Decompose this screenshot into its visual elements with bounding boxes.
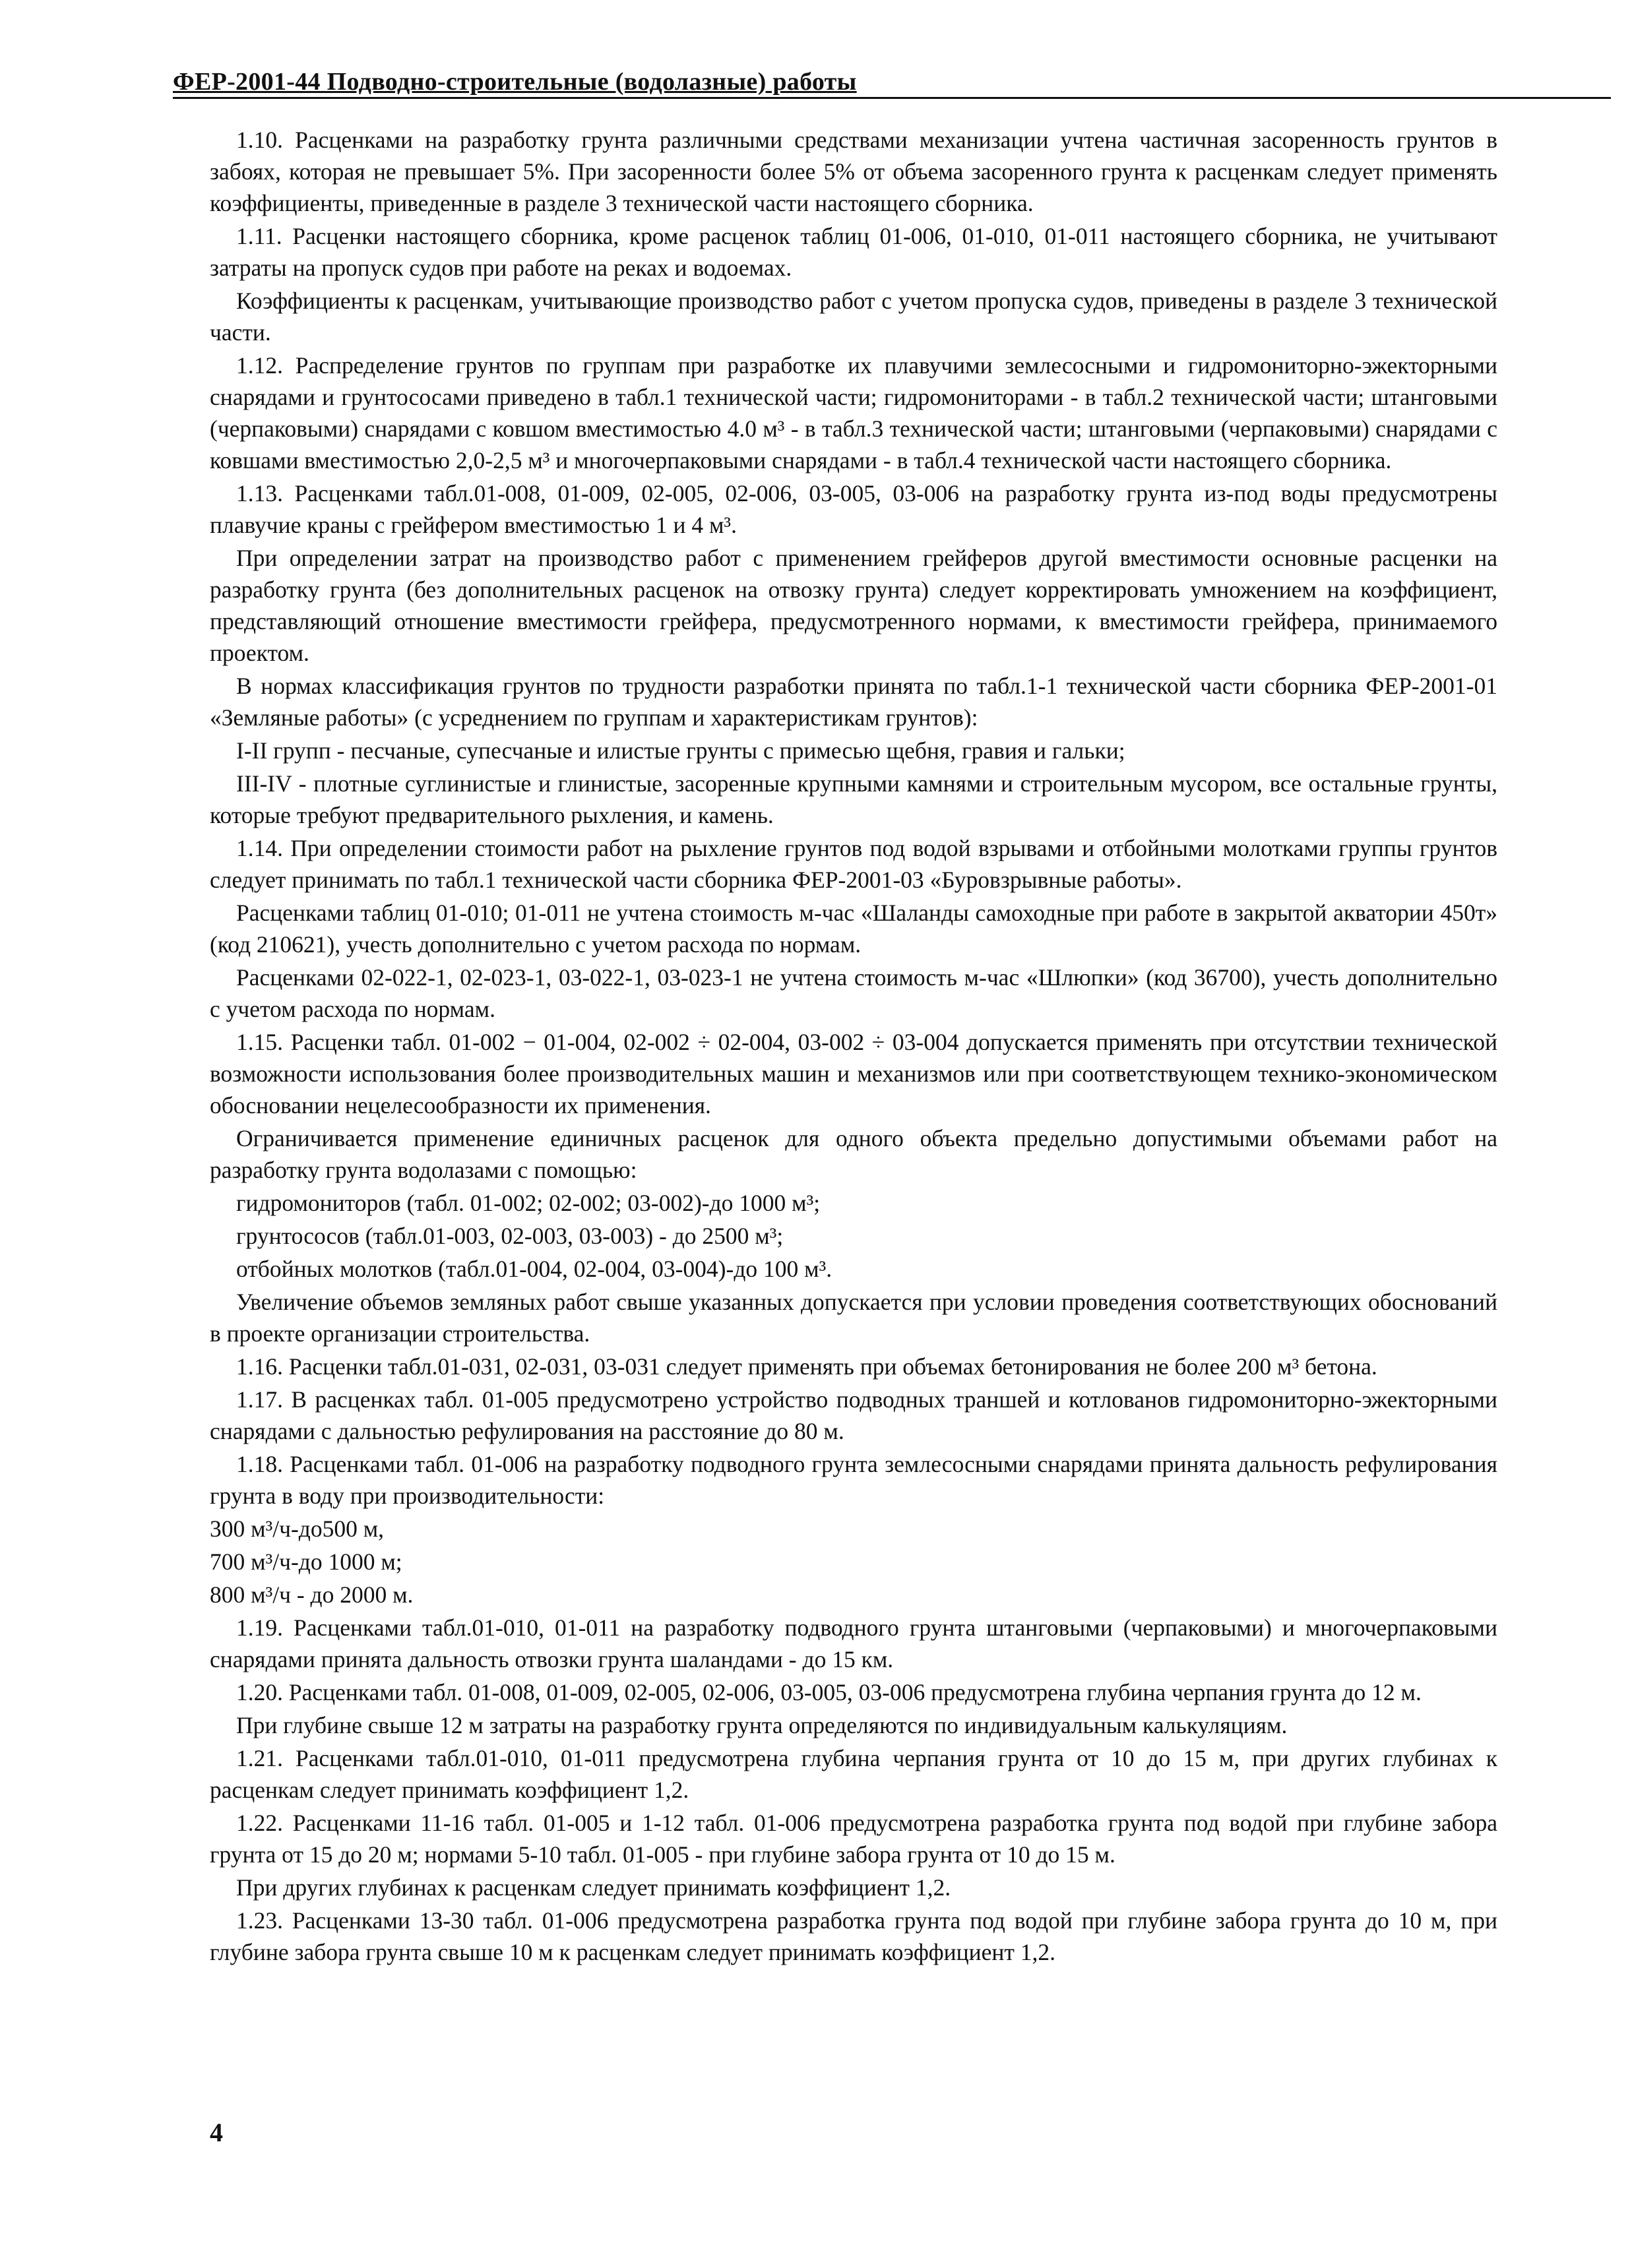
paragraph-1-13: 1.13. Расценками табл.01-008, 01-009, 02-005, 02-006, 03-005, 03-006 на разработку грунта из-под воды предусмотрены плавучие краны с грейфером вместимостью 1 и 4 м³. <box>210 480 1497 538</box>
paragraph: I-II групп - песчаные, супесчаные и илистые грунты с примесью щебня, гравия и гальки; <box>236 737 1125 764</box>
list-item: отбойных молотков (табл.01-004, 02-004, 03-004)-до 100 м³. <box>236 1256 832 1282</box>
paragraph-1-11: 1.11. Расценки настоящего сборника, кроме расценок таблиц 01-006, 01-010, 01-011 настоящего сборника, не учитывают затраты на пропуск судов при работе на реках и водоемах. <box>210 223 1497 281</box>
paragraph-1-19: 1.19. Расценками табл.01-010, 01-011 на разработку подводного грунта штанговыми (черпаковыми) и многочерпаковыми снарядами принята дальность отвозки грунта шаландами - до 15 км. <box>210 1614 1497 1672</box>
paragraph: В нормах классификация грунтов по трудности разработки принята по табл.1-1 технической части сборника ФЕР-2001-01 «Земляные работы» (с усреднением по группам и характеристикам грунтов): <box>210 673 1497 731</box>
paragraph-1-17: 1.17. В расценках табл. 01-005 предусмотрено устройство подводных траншей и котлованов гидромониторно-эжекторными снарядами с дальностью рефулирования на расстояние до 80 м. <box>210 1386 1497 1444</box>
paragraph: При определении затрат на производство работ с применением грейферов другой вместимости основные расценки на разработку грунта (без дополнительных расценок на отвозку грунта) следует корректировать умножением на коэффициент, представляющий отношение вместимости грейфера, предусмотренного нормами, к вместимости грейфера, принимаемого проектом. <box>210 545 1497 666</box>
header-rule <box>173 97 1611 99</box>
paragraph: Коэффициенты к расценкам, учитывающие производство работ с учетом пропуска судов, приведены в разделе 3 технической части. <box>210 288 1497 346</box>
paragraph-1-14: 1.14. При определении стоимости работ на рыхление грунтов под водой взрывами и отбойными молотками группы грунтов следует принимать по табл.1 технической части сборника ФЕР-2001-03 «Буровзрывные работы». <box>210 835 1497 893</box>
paragraph-1-10: 1.10. Расценками на разработку грунта различными средствами механизации учтена частичная засоренность грунтов в забоях, которая не превышает 5%. При засоренности более 5% от объема засоренного грунта к расценкам следует применять коэффициенты, приведенные в разделе 3 технической части настоящего сборника. <box>210 127 1497 216</box>
list-item: грунтососов (табл.01-003, 02-003, 03-003) - до 2500 м³; <box>236 1223 784 1249</box>
paragraph: Расценками 02-022-1, 02-023-1, 03-022-1, 03-023-1 не учтена стоимость м-час «Шлюпки» (код 36700), учесть дополнительно с учетом расхода по нормам. <box>210 964 1497 1022</box>
page-number: 4 <box>210 2118 223 2147</box>
paragraph-1-22: 1.22. Расценками 11-16 табл. 01-005 и 1-12 табл. 01-006 предусмотрена разработка грунта под водой при глубине забора грунта от 15 до 20 м; нормами 5-10 табл. 01-005 - при глубине забора грунта от 10 до 15 м. <box>210 1810 1497 1868</box>
list-item: гидромониторов (табл. 01-002; 02-002; 03-002)-до 1000 м³; <box>236 1190 821 1216</box>
paragraph: III-IV - плотные суглинистые и глинистые, засоренные крупными камнями и строительным мусором, все остальные грунты, которые требуют предварительного рыхления, и камень. <box>210 770 1497 828</box>
header-title: ФЕР-2001-44 Подводно-строительные (водолазные) работы <box>173 68 857 96</box>
page-header <box>173 62 1611 99</box>
paragraph: Расценками таблиц 01-010; 01-011 не учтена стоимость м-час «Шаланды самоходные при работе в закрытой акватории 450т» (код 210621), учесть дополнительно с учетом расхода по нормам. <box>210 900 1497 958</box>
paragraph-1-16: 1.16. Расценки табл.01-031, 02-031, 03-031 следует применять при объемах бетонирования не более 200 м³ бетона. <box>236 1353 1377 1380</box>
body-text <box>210 124 1497 1969</box>
paragraph-1-23: 1.23. Расценками 13-30 табл. 01-006 предусмотрена разработка грунта под водой при глубине забора грунта до 10 м, при глубине забора грунта свыше 10 м к расценкам следует принимать коэффициент 1,2. <box>210 1907 1497 1965</box>
paragraph: Ограничивается применение единичных расценок для одного объекта предельно допустимыми объемами работ на разработку грунта водолазами с помощью: <box>210 1125 1497 1183</box>
list-item: 700 м³/ч-до 1000 м; <box>210 1548 402 1575</box>
paragraph-1-12: 1.12. Распределение грунтов по группам при разработке их плавучими землесосными и гидромониторно-эжекторными снарядами и грунтососами приведено в табл.1 технической части; гидромониторами - в табл.2 технической части; штанговыми (черпаковыми) снарядами с ковшом вместимостью 4.0 м³ - в табл.3 технической части; штанговыми (черпаковыми) снарядами с ковшами вместимостью 2,0-2,5 м³ и многочерпаковыми снарядами - в табл.4 технической части настоящего сборника. <box>210 352 1497 474</box>
paragraph-1-18: 1.18. Расценками табл. 01-006 на разработку подводного грунта землесосными снарядами принята дальность рефулирования грунта в воду при производительности: <box>210 1451 1497 1509</box>
list-item: 800 м³/ч - до 2000 м. <box>210 1581 414 1608</box>
paragraph: При других глубинах к расценкам следует принимать коэффициент 1,2. <box>236 1874 951 1901</box>
paragraph: Увеличение объемов земляных работ свыше указанных допускается при условии проведения соответствующих обоснований в проекте организации строительства. <box>210 1289 1497 1347</box>
paragraph-1-21: 1.21. Расценками табл.01-010, 01-011 предусмотрена глубина черпания грунта от 10 до 15 м, при других глубинах к расценкам следует принимать коэффициент 1,2. <box>210 1745 1497 1803</box>
paragraph-1-20: 1.20. Расценками табл. 01-008, 01-009, 02-005, 02-006, 03-005, 03-006 предусмотрена глубина черпания грунта до 12 м. <box>236 1679 1422 1705</box>
paragraph-1-15: 1.15. Расценки табл. 01-002 − 01-004, 02-002 ÷ 02-004, 03-002 ÷ 03-004 допускается применять при отсутствии технической возможности использования более производительных машин и механизмов или при соответствующем технико-экономическом обосновании нецелесообразности их применения. <box>210 1029 1497 1119</box>
list-item: 300 м³/ч-до500 м, <box>210 1516 385 1542</box>
paragraph: При глубине свыше 12 м затраты на разработку грунта определяются по индивидуальным калькуляциям. <box>236 1712 1288 1738</box>
